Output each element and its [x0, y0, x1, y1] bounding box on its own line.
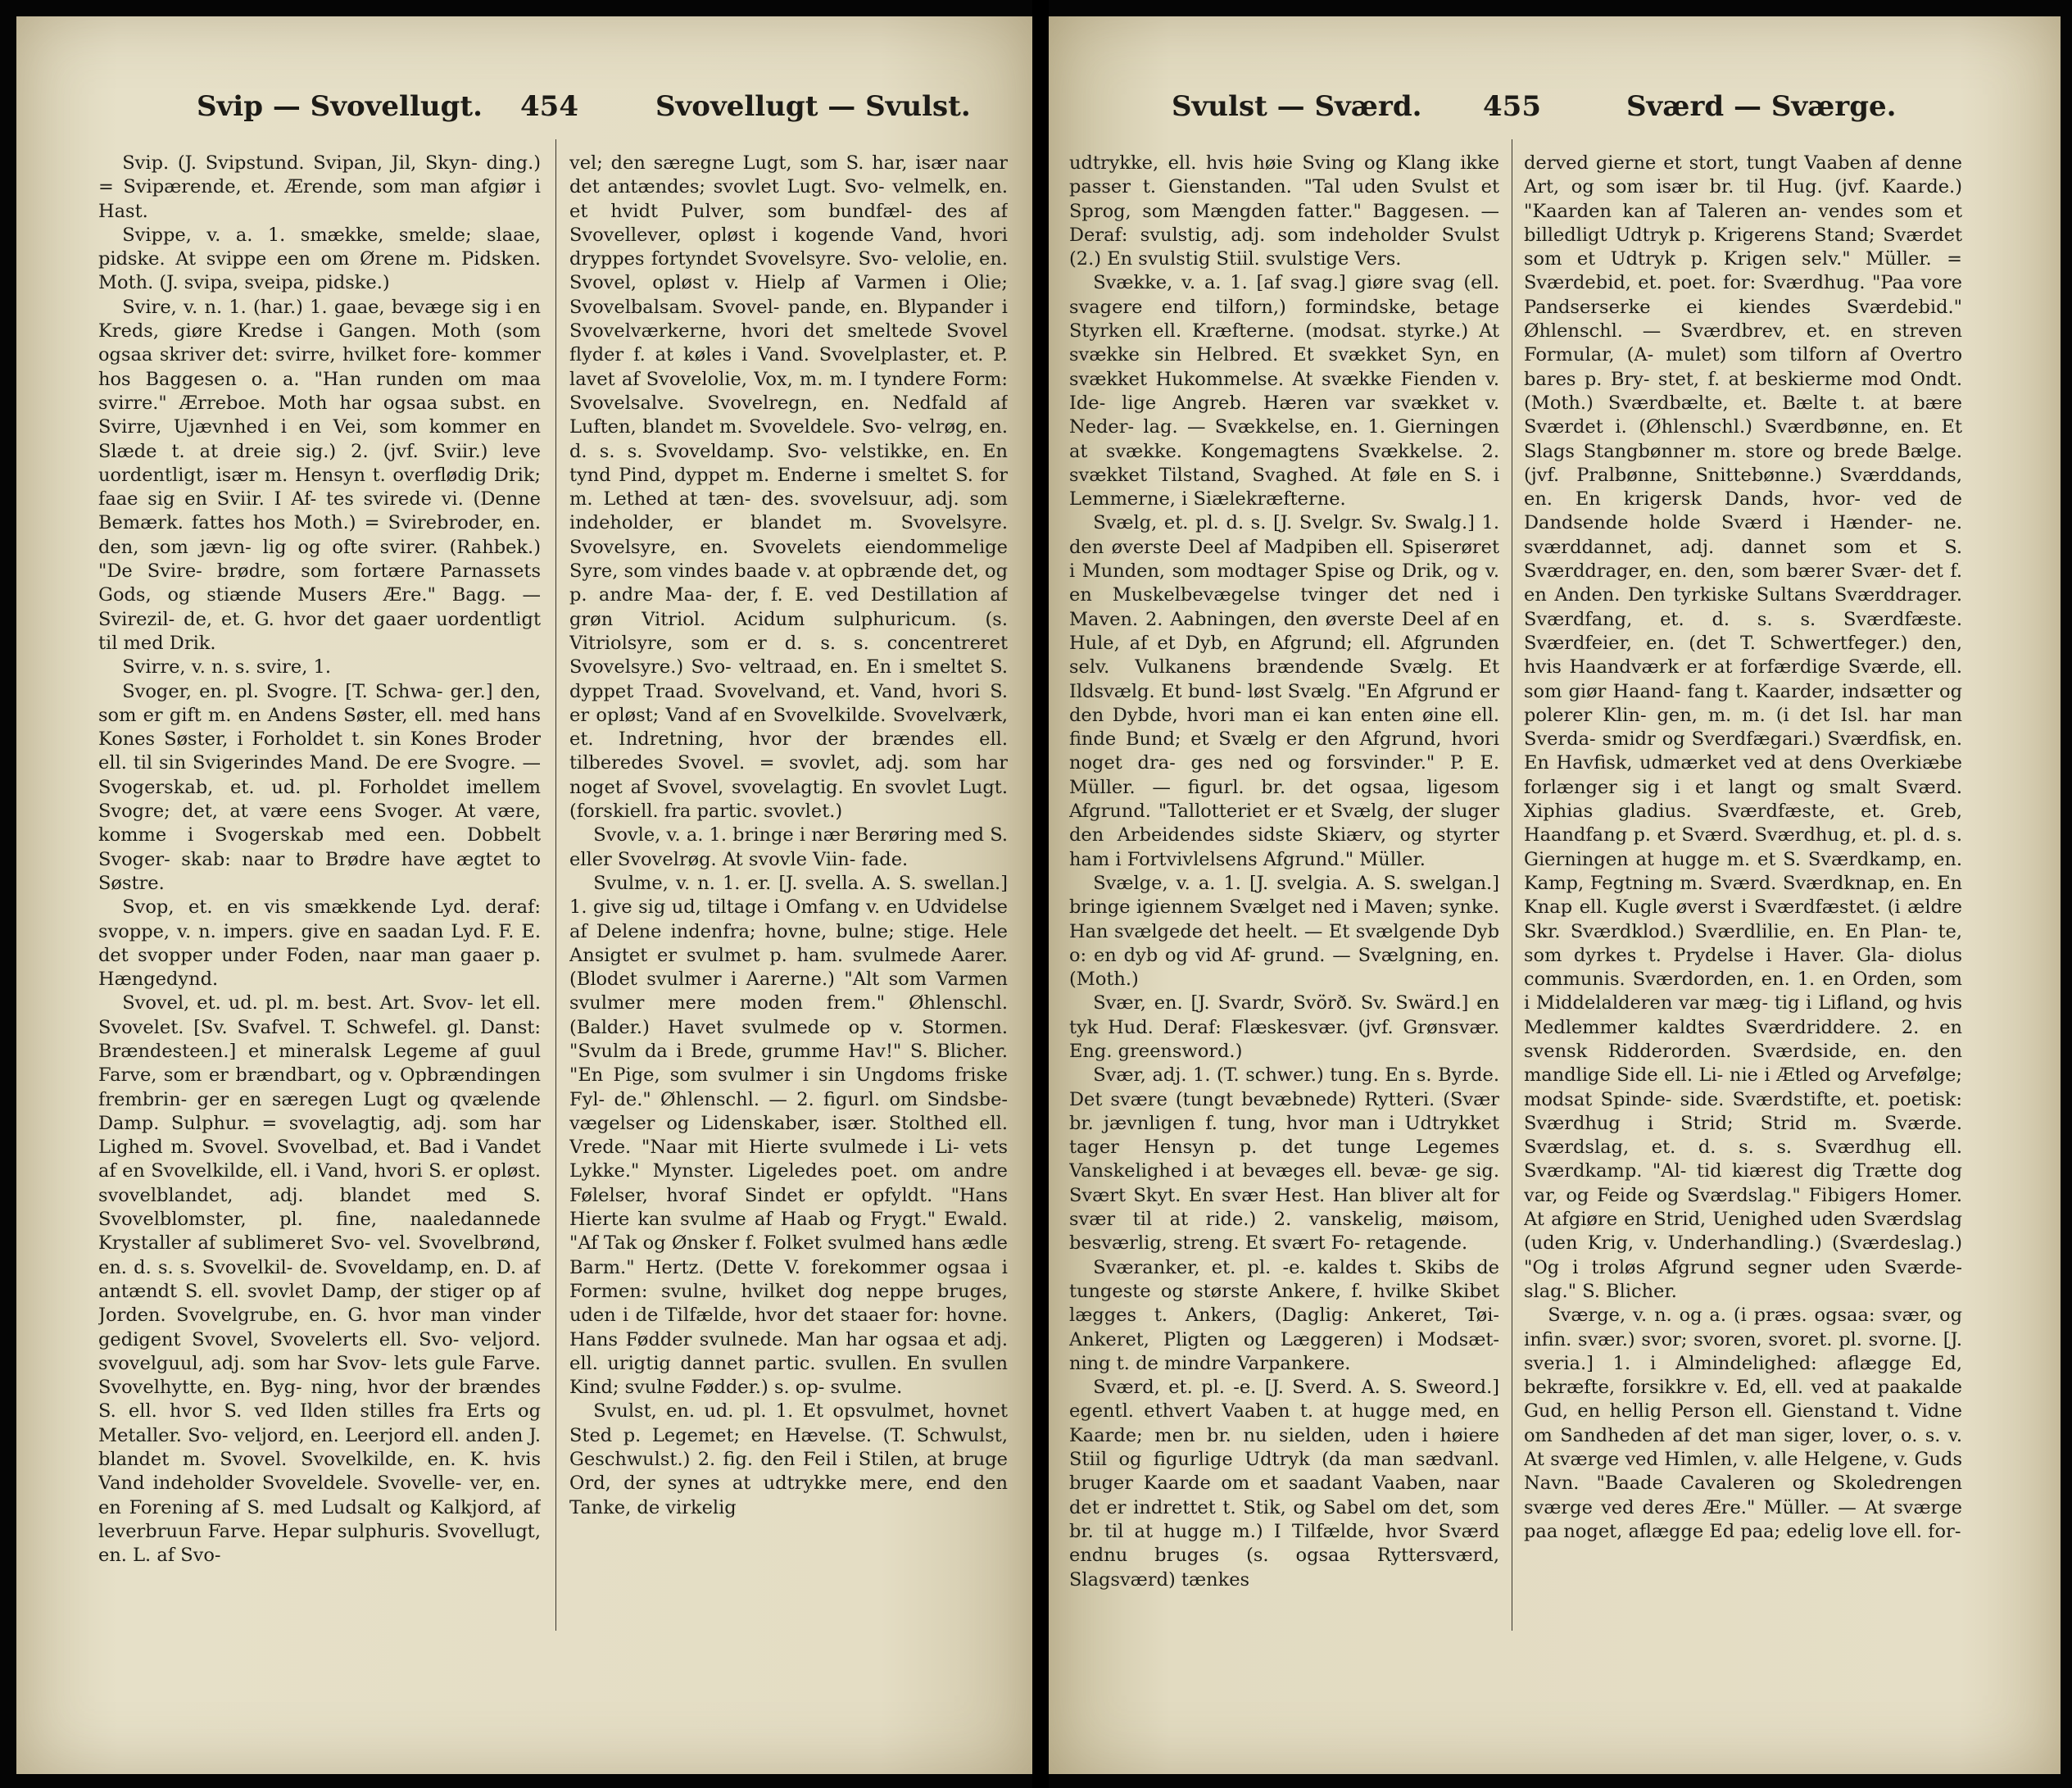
book-gutter — [1032, 0, 1049, 1788]
right-column-1 — [1069, 152, 1499, 1758]
right-head-right: Sværd — Sværge. — [1626, 90, 1897, 123]
dictionary-entry: Sværd, et. pl. -e. [J. Sverd. A. S. Sweord.] egentl. ethvert Vaaben t. at hugge med, en Kaarde; men br. nu sielden, uden i høiere Stiil og figurlige Udtryk (da man sædvanl. bruger Kaarde om et saadant Vaaben, naar det er indrettet t. Stik, og Sabel om det, som br. til at hugge m.) I Tilfælde, hvor Sværd endnu bruges (s. ogsaa Ryttersværd, Slagsværd) tænkes — [1069, 1377, 1499, 1591]
right-head-left: Svulst — Sværd. — [1172, 90, 1422, 123]
left-page — [16, 16, 1032, 1774]
dictionary-entry: Svær, en. [J. Svardr, Svörð. Sv. Swärd.] en tyk Hud. Deraf: Flæskesvær. (jvf. Grønsvær. Eng. greensword.) — [1069, 992, 1499, 1062]
dictionary-entry: Svælge, v. a. 1. [J. svelgia. A. S. swelgan.] bringe igiennem Svælget ned i Maven; synke. Han svælgede det heelt. — Et svælgende Dyb o: en dyb og vid Af- grund. — Svælgning, en. (Moth.) — [1069, 872, 1499, 991]
dictionary-entry: Svop, et. en vis smækkende Lyd. deraf: svoppe, v. n. impers. give en saadan Lyd. F. E. det svopper under Foden, naar man gaaer p. Hængedynd. — [98, 896, 541, 991]
dictionary-entry: udtrykke, ell. hvis høie Sving og Klang ikke passer t. Gienstanden. "Tal uden Svulst et Sprog, som Mængden fatter." Baggesen. — Deraf: svulstig, adj. som indeholder Svulst (2.) En svulstig Stiil. svulstige Vers. — [1069, 152, 1499, 270]
left-head-right: Svovellugt — Svulst. — [655, 90, 971, 123]
dictionary-entry: Svulst, en. ud. pl. 1. Et opsvulmet, hovnet Sted p. Legemet; en Hævelse. (T. Schwulst, Geschwulst.) 2. fig. den Feil i Stilen, at bruge Ord, der synes at udtrykke mere, end den Tanke, de virkelig — [569, 1400, 1008, 1518]
dictionary-entry: Svovel, et. ud. pl. m. best. Art. Svov- let ell. Svovelet. [Sv. Svafvel. T. Schwefel. gl. Danst: Brændesteen.] et mineralsk Legeme af guul Farve, som er brændbart, og v. Opbrændingen frembrin- ger en særegen Lugt og qvælende Damp. Sulphur. = svovelagtig, adj. som har Lighed m. Svovel. Svovelbad, et. Bad i Vandet af en Svovelkilde, ell. i Vand, hvori S. er opløst. svovelblandet, adj. blandet med S. Svovelblomster, pl. fine, naaledannede Krystaller af sublimeret Svo- vel. Svovelbrønd, en. d. s. s. Svovelkil- de. Svoveldamp, en. D. af antændt S. ell. svovlet Damp, der stiger op af Jorden. Svovelgrube, en. G. hvor man vinder gedigent Svovel, Svovelerts ell. Svo- veljord. svovelguul, adj. som har Svov- lets gule Farve. Svovelhytte, en. Byg- ning, hvor der brændes S. ell. hvor S. ved Ilden stilles fra Erts og Metaller. Svo- veljord, en. Leerjord ell. anden J. blandet m. Svovel. Svovelkilde, en. K. hvis Vand indeholder Svoveldele. Svovelle- ver, en. en Forening af S. med Ludsalt og Kalkjord, af leverbruun Farve. Hepar sulphuris. Svovellugt, en. L. af Svo- — [98, 992, 541, 1567]
dictionary-entry: Sværge, v. n. og a. (i præs. ogsaa: svær, og infin. svær.) svor; svoren, svoret. pl. svorne. [J. sveria.] 1. i Almindelighed: aflægge Ed, bekræfte, forsikkre v. Ed, ell. ved at paakalde Gud, en hellig Person ell. Gienstand t. Vidne om Sandheden af det man siger, lover, o. s. v. At sværge ved Himlen, v. alle Helgene, v. Guds Navn. "Baade Cavaleren og Skoledrengen sværge ved deres Ære." Müller. — At sværge paa noget, aflægge Ed paa; edelig love ell. for- — [1524, 1305, 1962, 1542]
right-page-number: 455 — [1483, 90, 1541, 123]
right-running-head — [1049, 75, 2061, 125]
dictionary-entry: derved gierne et stort, tungt Vaaben af denne Art, og som især br. til Hug. (jvf. Kaarde.) "Kaarden kan af Taleren an- vendes som et billedligt Udtryk p. Krigerens Stand; Sværdet som et Udtryk p. Krigen selv." Müller. = Sværdebid, et. poet. for: Sværdhug. "Paa vore Pandserserke ei kiendes Sværdebid." Øhlenschl. — Sværdbrev, et. en streven Formular, (A- mulet) som tilforn af Overtro bares p. Bry- stet, f. at beskierme mod Ondt. (Moth.) Sværdbælte, et. Bælte t. at bære Sværdet i. (Øhlenschl.) Sværdbønne, en. Et Slags Stangbønner m. store og brede Bælge. (jvf. Pralbønne, Snittebønne.) Sværddands, en. En krigersk Dands, hvor- ved de Dandsende holde Sværd i Hænder- ne. sværddannet, adj. dannet som et S. Sværddrager, en. den, som bærer Svær- det f. en Anden. Den tyrkiske Sultans Sværddrager. Sværdfang, et. d. s. s. Sværdfæste. Sværdfeier, en. (det T. Schwertfeger.) den, hvis Haandværk er at forfærdige Sværde, ell. som giør Haand- fang t. Kaarder, indsætter og polerer Klin- gen, m. m. (i det Isl. har man Sverda- smidr og Sverdfægari.) Sværdfisk, en. En Havfisk, udmærket ved at dens Overkiæbe forlænger sig i et langt og smalt Sværd. Xiphias gladius. Sværdfæste, et. Greb, Haandfang p. et Sværd. Sværdhug, et. pl. d. s. Gierningen at hugge m. et S. Sværdkamp, en. Kamp, Fegtning m. Sværd. Sværdknap, en. En Knap ell. Kugle øverst i Sværdfæstet. (i ældre Skr. Sværdklod.) Sværdlilie, en. En Plan- te, som dyrkes t. Prydelse i Haver. Gla- diolus communis. Sværdorden, en. 1. en Orden, som i Middelalderen var mæg- tig i Lifland, og hvis Medlemmer kaldtes Sværdriddere. 2. en svensk Ridderorden. Sværdside, en. den mandlige Side ell. Li- nie i Ætled og Arvefølge; modsat Spinde- side. Sværdstifte, et. poetisk: Sværdhug i Strid; Strid m. Sværde. Sværdslag, et. d. s. s. Sværdhug ell. Sværdkamp. "Al- tid kiærest dig Trætte dog var, og Feide og Sværdslag." Fibigers Homer. At afgiøre en Strid, Uenighed uden Sværdslag (uden Krig, v. Underhandling.) (Sværdeslag.) "Og i troløs Afgrund segner uden Sværde- slag." S. Blicher. — [1524, 152, 1962, 1302]
dictionary-entry: Svoger, en. pl. Svogre. [T. Schwa- ger.] den, som er gift m. en Andens Søster, ell. med hans Kones Søster, i Forholdet t. sin Kones Broder ell. til sin Svigerindes Mand. De ere Svogre. — Svogerskab, et. ud. pl. Forholdet imellem Svogre; det, at være eens Svoger. At være, komme i Svogerskab med een. Dobbelt Svoger- skab: naar to Brødre have ægtet to Søstre. — [98, 680, 541, 894]
dictionary-entry: Svælg, et. pl. d. s. [J. Svelgr. Sv. Swalg.] 1. den øverste Deel af Madpiben ell. Spiserøret i Munden, som modtager Spise og Drik, og v. en Muskelbevægelse tvinger det ned i Maven. 2. Aabningen, den øverste Deel af en Hule, af et Dyb, en Afgrund; ell. Afgrunden selv. Vulkanens brændende Svælg. Et Ildsvælg. Et bund- løst Svælg. "En Afgrund er den Dybde, hvori man ei kan enten øine ell. finde Bund; et Svælg er den Afgrund, hvori noget dra- ges ned og forsvinder." P. E. Müller. — figurl. br. det ogsaa, ligesom Afgrund. "Tallotteriet er et Svælg, der sluger den Arbeidendes sidste Skiærv, og styrter ham i Fortvivlelsens Afgrund." Müller. — [1069, 512, 1499, 870]
dictionary-entry: Svip. (J. Svipstund. Svipan, Jil, Skyn- ding.) = Svipærende, et. Ærende, som man afgiør i Hast. — [98, 152, 541, 222]
left-column-2 — [569, 152, 1008, 1758]
dictionary-entry: Svirre, v. n. s. svire, 1. — [122, 656, 331, 678]
left-column-rule — [555, 139, 556, 1631]
left-head-left: Svip — Svovellugt. — [197, 90, 483, 123]
dictionary-entry: Svulme, v. n. 1. er. [J. svella. A. S. swellan.] 1. give sig ud, tiltage i Omfang v. en Udvidelse af Delene indenfra; hovne, bulne; stige. Hele Ansigtet er svulmet p. ham. svulmede Aarer. (Blodet svulmer i Aarerne.) "Alt som Varmen svulmer mere moden frem." Øhlenschl. (Balder.) Havet svulmede op v. Stormen. "Svulm da i Brede, grumme Hav!" S. Blicher. "En Pige, som svulmer i sin Ungdoms friske Fyl- de." Øhlenschl. — 2. figurl. om Sindsbe- vægelser og Lidenskaber, især. Stolthed ell. Vrede. "Naar mit Hierte svulmede i Li- vets Lykke." Mynster. Ligeledes poet. om andre Følelser, hvoraf Sindet er opfyldt. "Hans Hierte kan svulme af Haab og Frygt." Ewald. "Af Tak og Ønsker f. Folket svulmed hans ædle Barm." Hertz. (Dette V. forekommer ogsaa i Formen: svulne, hvilket dog neppe bruges, uden i de Tilfælde, hvor det staaer for: hovne. Hans Fødder svulnede. Man har ogsaa et adj. ell. urigtig dannet partic. svullen. En svullen Kind; svulne Fødder.) s. op- svulme. — [569, 872, 1008, 1399]
right-page — [1049, 16, 2061, 1774]
dictionary-entry: Svire, v. n. 1. (har.) 1. gaae, bevæge sig i en Kreds, giøre Kredse i Gangen. Moth (som ogsaa skriver det: svirre, hvilket fore- kommer hos Baggesen o. a. "Han runden om maa svirre." Ærreboe. Moth har ogsaa subst. en Svirre, Ujævnhed i en Vei, som kommer en Slæde t. at dreie sig.) 2. (jvf. Sviir.) leve uordentligt, især m. Hensyn t. overflødig Drik; faae sig en Sviir. I Af- tes svirede vi. (Denne Bemærk. fattes hos Moth.) = Svirebroder, en. den, som jævn- lig og ofte svirer. (Rahbek.) "De Svire- brødre, som fortære Parnassets Gods, og stiænde Musers Ære." Bagg. — Svirezil- de, et. G. hvor det gaaer uordentligt til med Drik. — [98, 296, 541, 654]
dictionary-entry: Svær, adj. 1. (T. schwer.) tung. En s. Byrde. Det svære (tungt bevæbnede) Rytteri. (Svær br. jævnligen f. tung, hvor man i Udtrykket tager Hensyn p. det tunge Legemes Vanskelighed i at bevæges ell. bevæ- ge sig. Svært Skyt. En svær Hest. Han bliver alt for svær til at ride.) 2. vanskelig, møisom, besværlig, streng. Et svært Fo- retagende. — [1069, 1064, 1499, 1255]
left-page-number: 454 — [520, 90, 578, 123]
left-column-1 — [98, 152, 541, 1758]
left-running-head — [16, 75, 1032, 125]
right-column-2 — [1524, 152, 1962, 1758]
dictionary-entry: Svovle, v. a. 1. bringe i nær Berøring med S. eller Svovelrøg. At svovle Viin- fade. — [569, 824, 1008, 870]
dictionary-entry: vel; den særegne Lugt, som S. har, især naar det antændes; svovlet Lugt. Svo- velmelk, en. et hvidt Pulver, som bundfæl- des af Svovellever, opløst i kogende Vand, hvori dryppes fortyndet Svovelsyre. Svo- velolie, en. Svovel, opløst v. Hielp af Varmen i Olie; Svovelbalsam. Svovel- pande, en. Blypander i Svovelværkerne, hvori det smeltede Svovel flyder f. at køles i Vand. Svovelplaster, et. P. lavet af Svovelolie, Vox, m. m. I tyndere Form: Svovelsalve. Svovelregn, en. Nedfald af Luften, blandet m. Svoveldele. Svo- velrøg, en. d. s. s. Svoveldamp. Svo- velstikke, en. En tynd Pind, dyppet m. Enderne i smeltet S. for m. Lethed at tæn- des. svovelsuur, adj. som indeholder, er blandet m. Svovelsyre. Svovelsyre, en. Svovelets eiendommelige Syre, som vindes baade v. at opbrænde det, og p. andre Maa- der, f. E. ved Destillation af grøn Vitriol. Acidum sulphuricum. (s. Vitriolsyre, som er d. s. s. concentreret Svovelsyre.) Svo- veltraad, en. En i smeltet S. dyppet Traad. Svovelvand, et. Vand, hvori S. er opløst; Vand af en Svovelkilde. Svovelværk, et. Indretning, hvor der brændes ell. tilberedes Svovel. = svovlet, adj. som har noget af Svovel, svovelagtig. En svovlet Lugt. (forskiell. fra partic. svovlet.) — [569, 152, 1008, 823]
dictionary-entry: Svække, v. a. 1. [af svag.] giøre svag (ell. svagere end tilforn,) formindske, betage Styrken ell. Kræfterne. (modsat. styrke.) At svække sin Helbred. Et svækket Syn, en svækket Hukommelse. At svække Fienden v. Ide- lige Angreb. Hæren var svækket v. Neder- lag. — Svækkelse, en. 1. Gierningen at svække. Kongemagtens Svækkelse. 2. svækket Tilstand, Svaghed. At føle en S. i Lemmerne, i Siælekræfterne. — [1069, 272, 1499, 511]
dictionary-entry: Svippe, v. a. 1. smække, smelde; slaae, pidske. At svippe een om Ørene m. Pidsken. Moth. (J. svipa, sveipa, pidske.) — [98, 224, 541, 294]
dictionary-entry: Sværanker, et. pl. -e. kaldes t. Skibs de tungeste og største Ankere, f. hvilke Skibet lægges t. Ankers, (Daglig: Ankeret, Tøi- Ankeret, Pligten og Læggeren) i Modsæt- ning t. de mindre Varpankere. — [1069, 1256, 1499, 1374]
